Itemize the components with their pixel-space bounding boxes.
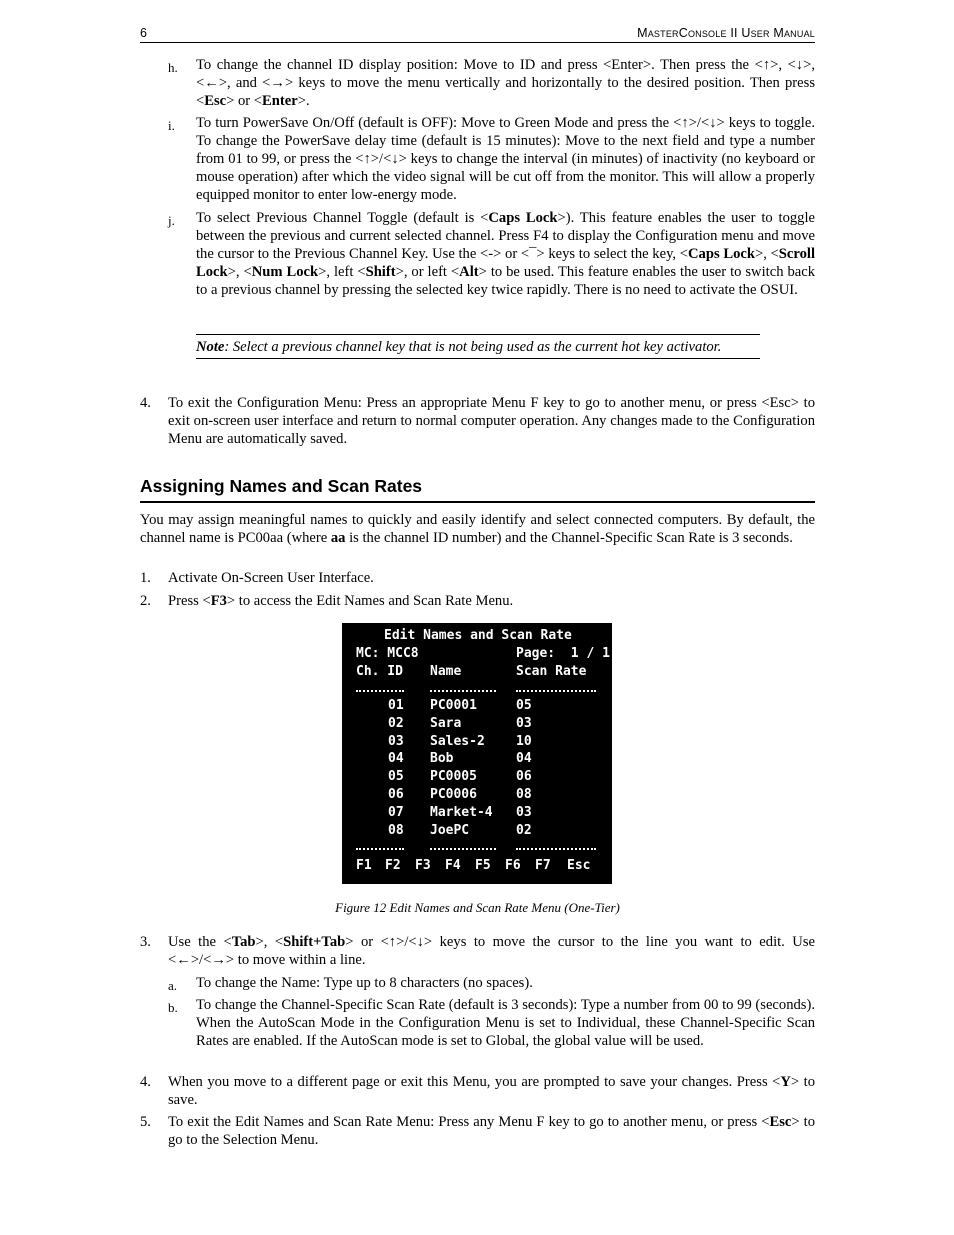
row-name: Market-4 [430, 804, 493, 820]
function-key-label: F7 [535, 858, 551, 873]
row-channel-id: 01 [388, 698, 404, 713]
function-key-label: F4 [445, 858, 461, 873]
separator-line [430, 848, 496, 850]
row-channel-id: 07 [388, 804, 404, 820]
step-4-exit-config: To exit the Configuration Menu: Press an appropriate Menu F key to go to another menu, or press <Esc> to exit on-screen user interface and return to normal computer operation. Any changes made to the Configuration Menu are automatically saved. [168, 395, 815, 447]
list-marker: b. [168, 1000, 178, 1015]
row-name: PC0005 [430, 769, 477, 785]
sub-item-b: To change the Channel-Specific Scan Rate (default is 3 seconds): Type a number from 00 to 99 (seconds). When the AutoScan Mode in the Configuration Menu is set to Individual, these Channel-Specific Scan Rates are enabled. If the AutoScan mode is set to Global, the global value will be used. [196, 997, 815, 1049]
list-item-j: To select Previous Channel Toggle (default is <Caps Lock>). This feature enables the user to toggle between the previous and current selected channel. Press F4 to display the Configuration menu and move the cursor to the Previous Channel Key. Use the <-> or <¯> keys to select the key, <Caps Lock>, <Scroll Lock>, <Num Lock>, left <Shift>, or left <Alt> to be used. This feature enables the user to switch back to a previous channel by pressing the selected key twice rapidly. There is no need to activate the OSUI. [196, 210, 815, 298]
list-marker: j. [168, 213, 175, 228]
manual-title: MasterConsole II User Manual [637, 26, 815, 40]
screen-page-label: Page: 1 / 1 [516, 646, 610, 661]
note-text: : Select a previous channel key that is not being used as the current hot key activator. [224, 339, 722, 355]
step-3: Use the <Tab>, <Shift+Tab> or <↑>/<↓> keys to move the cursor to the line you want to edit. Use <←>/<→> to move within a line. [168, 934, 815, 968]
function-key-label: F5 [475, 858, 491, 873]
edit-names-screen [342, 623, 612, 884]
row-scan-rate: 03 [516, 804, 532, 820]
row-scan-rate: 10 [516, 733, 532, 749]
step-4-save: When you move to a different page or exit this Menu, you are prompted to save your changes. Press <Y> to save. [168, 1074, 815, 1108]
row-channel-id: 02 [388, 715, 404, 731]
column-header-rate: Scan Rate [516, 664, 587, 679]
row-name: Sara [430, 715, 462, 731]
page-number: 6 [140, 26, 147, 40]
list-item-h: To change the channel ID display position: Move to ID and press <Enter>. Then press the <↑>, <↓>, <←>, and <→> keys to move the menu vertically and horizontally to the desired position. Then press <Esc> or <Enter>. [196, 57, 815, 109]
step-number: 4. [140, 1074, 151, 1090]
row-name: PC0001 [430, 698, 477, 713]
row-channel-id: 08 [388, 822, 404, 838]
function-key-label: F1 [356, 858, 372, 873]
row-channel-id: 03 [388, 733, 404, 749]
step-5-exit: To exit the Edit Names and Scan Rate Menu: Press any Menu F key to go to another menu, or press <Esc> to go to the Selection Menu. [168, 1114, 815, 1148]
row-channel-id: 05 [388, 769, 404, 785]
row-scan-rate: 06 [516, 769, 532, 785]
note-box [196, 334, 760, 359]
row-name: Bob [430, 751, 454, 767]
step-number: 5. [140, 1114, 151, 1130]
step-number: 2. [140, 593, 151, 609]
list-item-i: To turn PowerSave On/Off (default is OFF): Move to Green Mode and press the <↑>/<↓> keys to toggle. To change the PowerSave delay time (default is 15 minutes): Move to the next field and type a number from 01 to 99, or press the <↑>/<↓> keys to change the interval (in minutes) of inactivity (no keyboard or mouse operation) after which the video signal will be cut off from the monitor. This will allow a properly equipped monitor to enter low-energy mode. [196, 115, 815, 203]
note-label: Note [196, 339, 225, 355]
row-scan-rate: 08 [516, 787, 532, 802]
sub-item-a: To change the Name: Type up to 8 characters (no spaces). [196, 975, 533, 991]
row-scan-rate: 04 [516, 751, 532, 767]
function-key-label: F6 [505, 858, 521, 873]
row-scan-rate: 03 [516, 715, 532, 731]
separator-line [356, 690, 404, 692]
function-key-label: F2 [385, 858, 401, 873]
intro-paragraph: You may assign meaningful names to quickly and easily identify and select connected computers. By default, the channel name is PC00aa (where aa is the channel ID number) and the Channel-Specific Scan Rate is 3 seconds. [140, 512, 815, 546]
column-header-name: Name [430, 664, 462, 679]
step-2: Press <F3> to access the Edit Names and Scan Rate Menu. [168, 593, 514, 609]
row-name: JoePC [430, 822, 470, 838]
row-name: PC0006 [430, 787, 477, 802]
list-marker: i. [168, 118, 175, 133]
figure-caption: Figure 12 Edit Names and Scan Rate Menu (One-Tier) [335, 900, 620, 915]
row-scan-rate: 02 [516, 822, 532, 838]
list-marker: a. [168, 978, 178, 993]
list-marker: h. [168, 60, 178, 75]
section-heading: Assigning Names and Scan Rates [140, 477, 815, 503]
row-name: Sales-2 [430, 733, 485, 749]
screen-mc-label: MC: MCC8 [356, 646, 419, 661]
page-header [140, 22, 815, 43]
function-key-label: Esc [567, 858, 591, 873]
row-channel-id: 06 [388, 787, 404, 802]
row-channel-id: 04 [388, 751, 404, 767]
separator-line [516, 690, 596, 692]
step-number: 3. [140, 934, 151, 950]
separator-line [516, 848, 596, 850]
screen-title: Edit Names and Scan Rate [384, 628, 572, 643]
column-header-id: Ch. ID [356, 664, 403, 679]
step-number: 1. [140, 570, 151, 586]
separator-line [430, 690, 496, 692]
step-number: 4. [140, 395, 151, 411]
separator-line [356, 848, 404, 850]
function-key-label: F3 [415, 858, 431, 873]
step-1: Activate On-Screen User Interface. [168, 570, 374, 586]
row-scan-rate: 05 [516, 698, 532, 713]
